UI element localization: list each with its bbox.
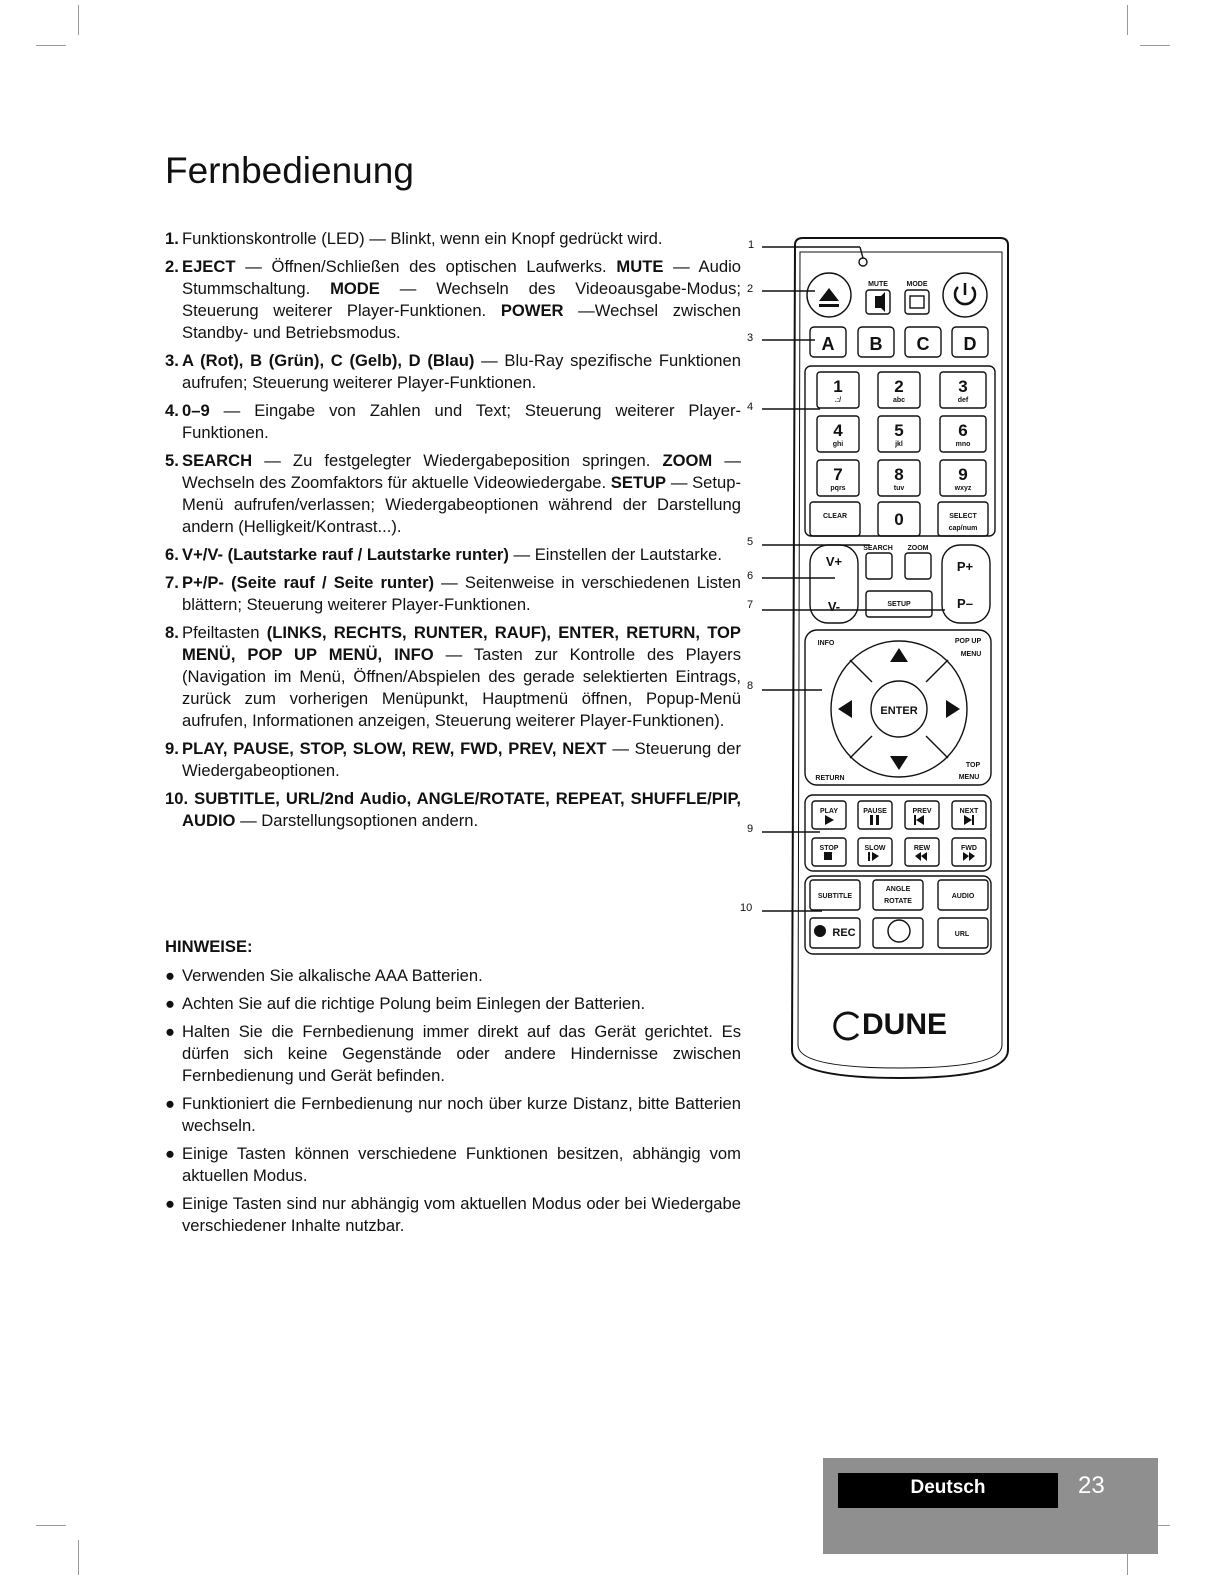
bullet-icon: ● [165, 994, 176, 1013]
rew-label: REW [913, 845, 931, 852]
digit-2-label: 2 [894, 377, 904, 396]
callout-number: 10 [740, 902, 753, 914]
note-item [165, 1093, 741, 1137]
note-text: Einige Tasten sind nur abhängig vom aktuellen Modus oder bei Wiedergabe verschiedener Inhalte nutzbar. [182, 1194, 741, 1235]
note-item [165, 965, 741, 987]
function-item [165, 788, 741, 832]
next-label: NEXT [959, 808, 979, 815]
notes-list [165, 965, 741, 1243]
digit-5-letters: jkl [895, 441, 903, 448]
function-item-number: 6. [165, 545, 179, 564]
digit-6-label: 6 [958, 421, 968, 440]
brand-logo-text: DUNE [862, 1008, 948, 1041]
play-label: PLAY [819, 808, 839, 815]
digit-1-label: 1 [833, 377, 843, 396]
note-text: Achten Sie auf die richtige Polung beim Einlegen der Batterien. [182, 994, 646, 1013]
bullet-icon: ● [165, 1022, 176, 1041]
digit-9-letters: wxyz [954, 485, 972, 492]
function-item-number: 1. [165, 229, 179, 248]
function-list [165, 228, 741, 838]
search-label: SEARCH [863, 545, 893, 552]
top-menu-label: MENU [958, 774, 980, 781]
function-item-number: 2. [165, 257, 179, 276]
clear-label: CLEAR [822, 513, 848, 520]
function-item [165, 544, 741, 566]
brand-logo-icon [835, 1013, 858, 1039]
function-item-text: SUBTITLE, URL/2nd Audio, ANGLE/ROTATE, REPEAT, SHUFFLE/PIP, AUDIO — Darstellungsoptionen andern. [182, 789, 741, 830]
digit-4-letters: ghi [832, 441, 844, 448]
function-item [165, 228, 741, 250]
digit-9-label: 9 [958, 465, 968, 484]
fwd-label: FWD [961, 845, 977, 852]
function-item-text: P+/P- (Seite rauf / Seite runter) — Seitenweise in verschiedenen Listen blättern; Steuerung weiterer Player-Funktionen. [182, 573, 741, 614]
function-item-text: Funktionskontrolle (LED) — Blinkt, wenn ein Knopf gedrückt wird. [182, 229, 663, 248]
digit-5-label: 5 [894, 421, 904, 440]
stop-label: STOP [819, 845, 839, 852]
function-item-text: SEARCH — Zu festgelegter Wiedergabeposition springen. ZOOM — Wechseln des Zoomfaktors für aktuelle Videowiedergabe. SETUP — Setup-Menü aufrufen/verlassen; Wiedergabeoptionen während der Darstellung andern (Helligkeit/Kontrast...). [182, 451, 741, 536]
angle-label: ANGLE [885, 886, 911, 893]
digit-8-letters: tuv [893, 485, 905, 492]
digit-6-letters: mno [955, 441, 971, 448]
digit-3-letters: def [957, 397, 969, 404]
select-sublabel: cap/num [948, 525, 978, 532]
function-item-text: 0–9 — Eingabe von Zahlen und Text; Steuerung weiterer Player-Funktionen. [182, 401, 741, 442]
bullet-icon: ● [165, 1194, 176, 1213]
function-item [165, 350, 741, 394]
function-item [165, 738, 741, 782]
callout-number: 2 [747, 283, 754, 295]
crop-mark [1140, 45, 1170, 46]
vplus-label: V+ [825, 554, 843, 569]
return-label: RETURN [815, 775, 845, 782]
pplus-label: P+ [956, 559, 974, 574]
url-label: URL [954, 931, 970, 938]
function-item [165, 572, 741, 616]
page-number: 23 [1078, 1472, 1105, 1499]
button-c-label: C [916, 334, 930, 354]
button-d-label: D [963, 334, 977, 354]
digit-8-label: 8 [894, 465, 904, 484]
note-text: Halten Sie die Fernbedienung immer direkt auf das Gerät gerichtet. Es dürfen sich keine Gegenstände oder andere Hindernisse zwischen Fernbedienung und Gerät befinden. [182, 1022, 741, 1085]
bullet-icon: ● [165, 1094, 176, 1113]
callout-number: 6 [747, 570, 754, 582]
vminus-label: V- [827, 599, 841, 614]
bullet-icon: ● [165, 1144, 176, 1163]
function-item-number: 9. [165, 739, 179, 758]
language-label: Deutsch [838, 1473, 1058, 1508]
slow-label: SLOW [864, 845, 886, 852]
mode-label: MODE [906, 281, 928, 288]
audio-label: AUDIO [951, 893, 975, 900]
setup-label: SETUP [887, 601, 911, 608]
notes-heading: HINWEISE: [165, 937, 253, 956]
function-item-text: Pfeiltasten (LINKS, RECHTS, RUNTER, RAUF), ENTER, RETURN, TOP MENÜ, POP UP MENÜ, INFO — Tasten zur Kontrolle des Players (Navigation im Menü, Öffnen/Abspielen des gerade selektierten Eintrags, zurück zum vorherigen Menüpunkt, Hauptmenü öffnen, Popup-Menü aufrufen, Informationen anzeigen, Steuerung weiterer Player-Funktionen). [182, 623, 742, 730]
crop-mark [78, 5, 79, 35]
note-text: Einige Tasten können verschiedene Funktionen besitzen, abhängig vom aktuellen Modus. [182, 1144, 741, 1185]
digit-3-label: 3 [958, 377, 968, 396]
crop-mark [1127, 5, 1128, 35]
pause-label: PAUSE [863, 808, 887, 815]
callout-number: 7 [747, 599, 754, 611]
rotate-label: ROTATE [884, 898, 912, 905]
select-label: SELECT [949, 513, 977, 520]
note-item [165, 993, 741, 1015]
button-b-label: B [869, 334, 883, 354]
function-item-text: V+/V- (Lautstarke rauf / Lautstarke runter) — Einstellen der Lautstarke. [182, 545, 722, 564]
crop-mark [36, 45, 66, 46]
callout-number: 3 [747, 332, 754, 344]
top-label: TOP [965, 762, 981, 769]
function-item-text: PLAY, PAUSE, STOP, SLOW, REW, FWD, PREV, NEXT — Steuerung der Wiedergabeoptionen. [182, 739, 742, 780]
note-item [165, 1193, 741, 1237]
page-title: Fernbedienung [165, 150, 414, 191]
pminus-label: P– [957, 596, 973, 611]
crop-mark [36, 1525, 66, 1526]
crop-mark [78, 1540, 79, 1575]
callout-number: 9 [747, 823, 754, 835]
note-item [165, 1143, 741, 1187]
callout-number: 5 [747, 536, 754, 548]
function-item-number: 10. [165, 789, 189, 808]
function-item-number: 4. [165, 401, 179, 420]
callout-number: 8 [747, 680, 754, 692]
callout-number: 1 [748, 239, 755, 251]
function-item [165, 400, 741, 444]
function-item-text: A (Rot), B (Grün), C (Gelb), D (Blau) — Blu-Ray spezifische Funktionen aufrufen; Steuerung weiterer Player-Funktionen. [182, 351, 741, 392]
enter-label: ENTER [880, 705, 918, 717]
zoom-label: ZOOM [907, 545, 929, 552]
function-item [165, 256, 741, 344]
function-item-number: 8. [165, 623, 179, 642]
digit-0-label: 0 [894, 510, 904, 529]
prev-label: PREV [912, 808, 932, 815]
function-item-number: 5. [165, 451, 179, 470]
function-item-number: 3. [165, 351, 179, 370]
function-item [165, 450, 741, 538]
rec-label: REC [832, 927, 856, 939]
digit-4-label: 4 [833, 421, 843, 440]
function-item-text: EJECT — Öffnen/Schließen des optischen Laufwerks. MUTE — Audio Stummschaltung. MODE — Wechseln des Videoausgabe-Modus; Steuerung weiterer Player-Funktionen. POWER —Wechsel zwischen Standby- und Betriebsmodus. [182, 257, 742, 342]
mute-label: MUTE [868, 281, 888, 288]
note-text: Funktioniert die Fernbedienung nur noch über kurze Distanz, bitte Batterien wechseln. [182, 1094, 741, 1135]
function-item [165, 622, 741, 732]
digit-7-letters: pqrs [830, 485, 846, 492]
remote-control-illustration [760, 230, 1020, 1080]
info-label: INFO [817, 640, 835, 647]
digit-2-letters: abc [892, 397, 906, 404]
subtitle-label: SUBTITLE [817, 893, 853, 900]
button-a-label: A [821, 334, 835, 354]
popup-menu-label: MENU [960, 651, 982, 658]
digit-7-label: 7 [833, 465, 843, 484]
note-text: Verwenden Sie alkalische AAA Batterien. [182, 966, 483, 985]
callout-number: 4 [747, 401, 754, 413]
digit-1-letters: .:/ [834, 397, 842, 404]
popup-label: POP UP [954, 638, 982, 645]
function-item-number: 7. [165, 573, 179, 592]
bullet-icon: ● [165, 966, 176, 985]
note-item [165, 1021, 741, 1087]
